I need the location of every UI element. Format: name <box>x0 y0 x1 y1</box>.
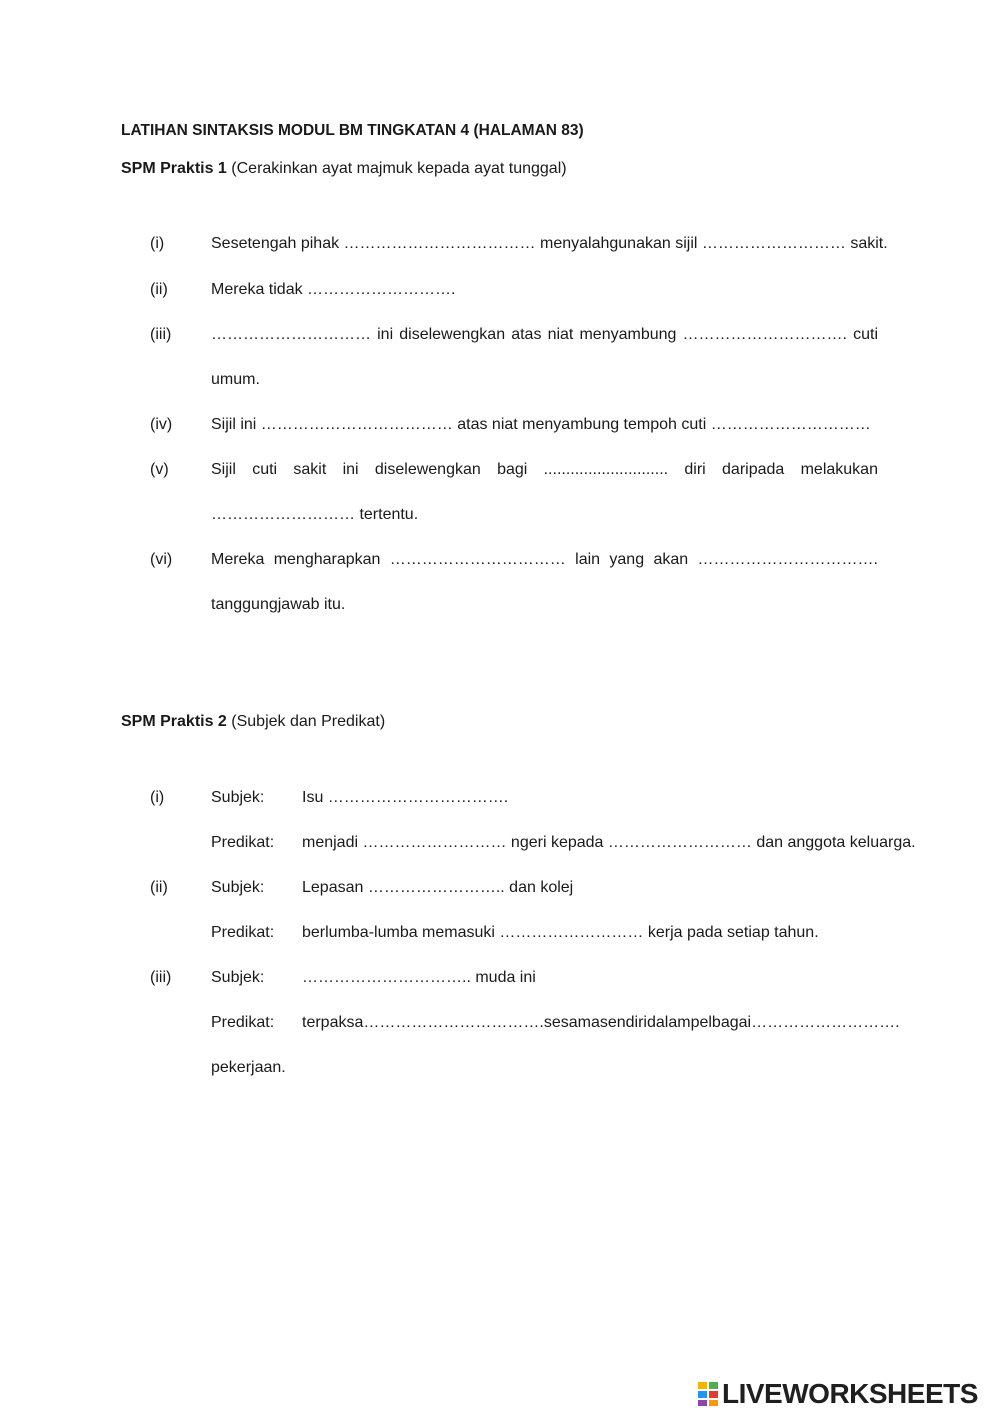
p2-item-num: (iii) <box>150 969 172 986</box>
p1-item-text: Sijil ini ……………………………… atas niat menyambung tempoh cuti ………………………… <box>211 416 871 433</box>
p1-item-num: (v) <box>150 461 169 478</box>
subjek-label: Subjek: <box>211 969 265 986</box>
p2-item-num: (i) <box>150 789 165 806</box>
praktis1-desc: (Cerakinkan ayat majmuk kepada ayat tunggal) <box>231 160 567 177</box>
predikat-text: menjadi ……………………… ngeri kepada ……………………… dan anggota keluarga. <box>302 834 916 851</box>
word: diri <box>684 461 706 478</box>
word: ............................ <box>543 461 669 478</box>
word: daripada <box>722 461 785 478</box>
p1-item-justified-line <box>211 326 878 344</box>
logo-text: LIVEWORKSHEETS <box>722 1378 978 1409</box>
p1-item-cont: ……………………… tertentu. <box>211 506 419 523</box>
p1-item-num: (vi) <box>150 551 173 568</box>
p1-item-num: (iv) <box>150 416 173 433</box>
logo-blocks-icon <box>697 1381 719 1407</box>
word: niat <box>547 326 574 343</box>
logo-block <box>708 1390 719 1399</box>
word: sendiri <box>599 1014 647 1031</box>
p1-item-text: Sesetengah pihak ……………………………… menyalahgunakan sijil ……………………… sakit. <box>211 235 888 252</box>
word: cuti <box>252 461 278 478</box>
logo-block <box>697 1381 708 1390</box>
praktis1-heading <box>121 160 567 178</box>
p1-item-justified-line <box>211 551 878 569</box>
word: sesama <box>543 1014 600 1031</box>
word: diselewengkan <box>374 461 481 478</box>
page-title: LATIHAN SINTAKSIS MODUL BM TINGKATAN 4 (HALAMAN 83) <box>121 122 584 139</box>
word: Mereka <box>211 551 265 568</box>
subjek-text: Isu ……………………………. <box>302 789 509 806</box>
p1-item-text: Mereka tidak ………………………. <box>211 281 456 298</box>
praktis1-label: SPM Praktis 1 <box>121 160 227 177</box>
word: bagi <box>497 461 528 478</box>
p1-item-num: (iii) <box>150 326 172 343</box>
p1-item-cont: umum. <box>211 371 260 388</box>
word: akan <box>653 551 689 568</box>
word: atas <box>511 326 542 343</box>
subjek-text: ………………………….. muda ini <box>302 969 536 986</box>
praktis2-heading <box>121 713 385 731</box>
word: ………………………… <box>211 326 371 343</box>
subjek-text: Lepasan …………………….. dan kolej <box>302 879 574 896</box>
predikat-label: Predikat: <box>211 924 275 941</box>
praktis2-desc: (Subjek dan Predikat) <box>231 713 386 730</box>
word: cuti <box>853 326 878 343</box>
p1-item-justified-line <box>211 461 878 479</box>
word: sakit <box>293 461 327 478</box>
word: ini <box>342 461 359 478</box>
predikat-label: Predikat: <box>211 1014 275 1031</box>
word: ………………………. <box>751 1014 900 1031</box>
word: mengharapkan <box>273 551 381 568</box>
word: melakukan <box>800 461 878 478</box>
word: lain <box>575 551 601 568</box>
word: ……………………………. <box>697 551 878 568</box>
praktis2-label: SPM Praktis 2 <box>121 713 227 730</box>
logo-block <box>697 1390 708 1399</box>
subjek-label: Subjek: <box>211 789 265 806</box>
word: …………………………… <box>389 551 566 568</box>
word: menyambung <box>579 326 677 343</box>
predikat-label: Predikat: <box>211 834 275 851</box>
p2-item-num: (ii) <box>150 879 168 896</box>
word: …………………………. <box>682 326 847 343</box>
logo-block <box>708 1381 719 1390</box>
subjek-label: Subjek: <box>211 879 265 896</box>
p1-item-cont: tanggungjawab itu. <box>211 596 346 613</box>
word: diselewengkan <box>399 326 506 343</box>
predikat-cont: pekerjaan. <box>211 1059 286 1076</box>
word: ini <box>377 326 394 343</box>
word: pelbagai <box>690 1014 752 1031</box>
logo-block <box>697 1399 708 1407</box>
predikat-text: berlumba-lumba memasuki ……………………… kerja pada setiap tahun. <box>302 924 819 941</box>
p1-item-num: (i) <box>150 235 165 252</box>
liveworksheets-logo <box>697 1378 978 1410</box>
logo-block <box>708 1399 719 1407</box>
predikat-justified-line <box>302 1014 900 1032</box>
word: yang <box>609 551 645 568</box>
word: terpaksa……………………………. <box>302 1014 544 1031</box>
word: dalam <box>646 1014 691 1031</box>
word: Sijil <box>211 461 236 478</box>
p1-item-num: (ii) <box>150 281 168 298</box>
